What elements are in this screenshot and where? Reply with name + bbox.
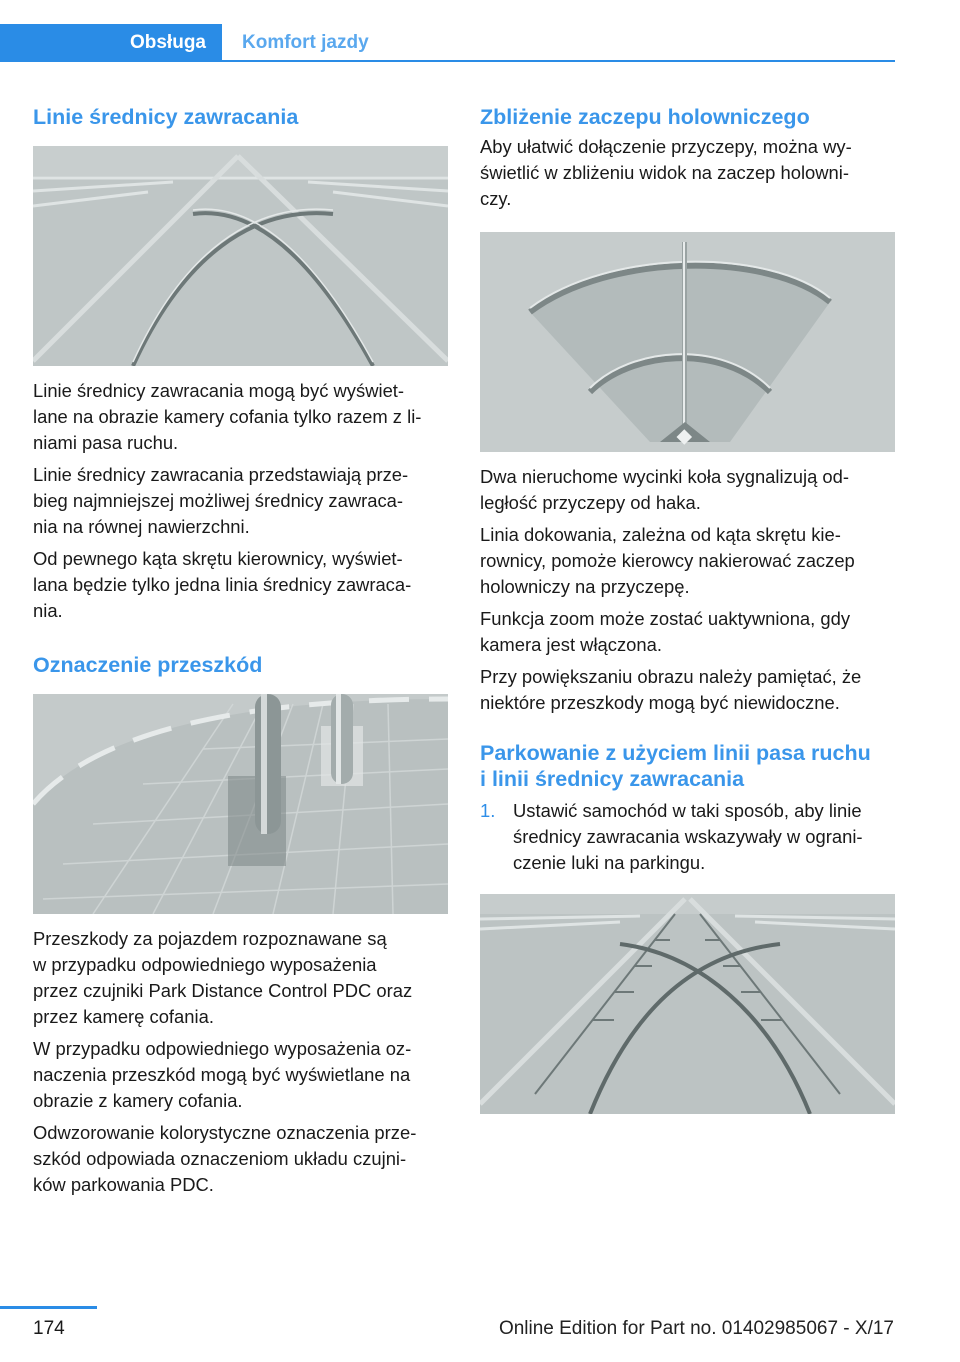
figure-hitch-zoom bbox=[480, 232, 895, 452]
edition-footer: Online Edition for Part no. 01402985067 - X/17 bbox=[498, 1318, 894, 1339]
paragraph bbox=[480, 464, 895, 516]
list-item bbox=[480, 798, 895, 876]
text-line: obrazie z kamery cofania. bbox=[33, 1090, 243, 1111]
paragraph bbox=[480, 606, 895, 658]
text-line: Funkcja zoom może zostać uaktywniona, gdy bbox=[480, 608, 851, 629]
text-line: rownicy, pomoże kierowcy nakierować zaczep bbox=[480, 550, 855, 571]
page-number: 174 bbox=[33, 1318, 65, 1339]
text-line: nia. bbox=[33, 600, 63, 621]
text-line: lana będzie tylko jedna linia średnicy zawraca- bbox=[33, 574, 412, 595]
page-number-rule bbox=[0, 1306, 97, 1309]
step-text bbox=[513, 798, 863, 876]
paragraph bbox=[480, 134, 895, 212]
text-line: lane na obrazie kamery cofania tylko razem z li- bbox=[33, 406, 422, 427]
figure-parking-lines bbox=[480, 894, 895, 1114]
heading-turning-circle: Linie średnicy zawracania bbox=[33, 105, 299, 129]
paragraph bbox=[33, 926, 448, 1030]
heading-hitch-zoom: Zbliżenie zaczepu holowniczego bbox=[480, 105, 810, 129]
text-line: czy. bbox=[480, 188, 512, 209]
text-line: ległość przyczepy od haka. bbox=[480, 492, 701, 513]
text-line: Dwa nieruchome wycinki koła sygnalizują od- bbox=[480, 466, 849, 487]
paragraph bbox=[33, 546, 448, 624]
text-line: czenie luki na parkingu. bbox=[513, 852, 706, 873]
text-line: Odwzorowanie kolorystyczne oznaczenia prze- bbox=[33, 1122, 417, 1143]
paragraph bbox=[33, 462, 448, 540]
paragraph bbox=[33, 1036, 448, 1114]
tab-obsluga[interactable]: Obsługa bbox=[0, 24, 222, 62]
figure-obstacle-marking bbox=[33, 694, 448, 914]
figure-turning-circle-lines bbox=[33, 146, 448, 366]
heading-line: Parkowanie z użyciem linii pasa ruchu bbox=[480, 741, 871, 765]
text-line: przez czujniki Park Distance Control PDC oraz bbox=[33, 980, 413, 1001]
text-line: w przypadku odpowiedniego wyposażenia bbox=[33, 954, 377, 975]
text-line: Linie średnicy zawracania przedstawiają prze- bbox=[33, 464, 409, 485]
steps-list bbox=[480, 798, 895, 876]
paragraph bbox=[480, 522, 895, 600]
text-line: nia na równej nawierzchni. bbox=[33, 516, 250, 537]
text-line: Przy powiększaniu obrazu należy pamiętać, że bbox=[480, 666, 862, 687]
text-line: średnicy zawracania wskazywały w ograni- bbox=[513, 826, 863, 847]
heading-line: i linii średnicy zawracania bbox=[480, 767, 745, 791]
heading-obstacle-marking: Oznaczenie przeszkód bbox=[33, 653, 263, 677]
heading-parking-lines bbox=[480, 740, 895, 792]
text-line: Linia dokowania, zależna od kąta skrętu kie- bbox=[480, 524, 841, 545]
tab-komfort-jazdy[interactable]: Komfort jazdy bbox=[242, 32, 369, 53]
step-number: 1. bbox=[480, 800, 496, 821]
text-line: kamera jest włączona. bbox=[480, 634, 662, 655]
text-line: holowniczy na przyczepę. bbox=[480, 576, 690, 597]
text-line: świetlić w zbliżeniu widok na zaczep holowni- bbox=[480, 162, 849, 183]
right-column bbox=[480, 96, 895, 1114]
paragraph bbox=[33, 1120, 448, 1198]
text-line: Aby ułatwić dołączenie przyczepy, można wy- bbox=[480, 136, 852, 157]
left-column bbox=[33, 96, 448, 1198]
paragraph bbox=[33, 378, 448, 456]
text-line: naczenia przeszkód mogą być wyświetlane na bbox=[33, 1064, 411, 1085]
text-line: Linie średnicy zawracania mogą być wyświet- bbox=[33, 380, 405, 401]
text-line: ków parkowania PDC. bbox=[33, 1174, 214, 1195]
text-line: przez kamerę cofania. bbox=[33, 1006, 214, 1027]
paragraph bbox=[480, 664, 895, 716]
text-line: niektóre przeszkody mogą być niewidoczne. bbox=[480, 692, 840, 713]
header-rule bbox=[222, 60, 895, 62]
text-line: Od pewnego kąta skrętu kierownicy, wyświet- bbox=[33, 548, 403, 569]
text-line: szkód odpowiada oznaczeniom układu czujni- bbox=[33, 1148, 407, 1169]
text-line: Ustawić samochód w taki sposób, aby linie bbox=[513, 800, 862, 821]
text-line: niami pasa ruchu. bbox=[33, 432, 179, 453]
text-line: bieg najmniejszej możliwej średnicy zawraca- bbox=[33, 490, 403, 511]
text-line: Przeszkody za pojazdem rozpoznawane są bbox=[33, 928, 387, 949]
text-line: W przypadku odpowiedniego wyposażenia oz- bbox=[33, 1038, 412, 1059]
